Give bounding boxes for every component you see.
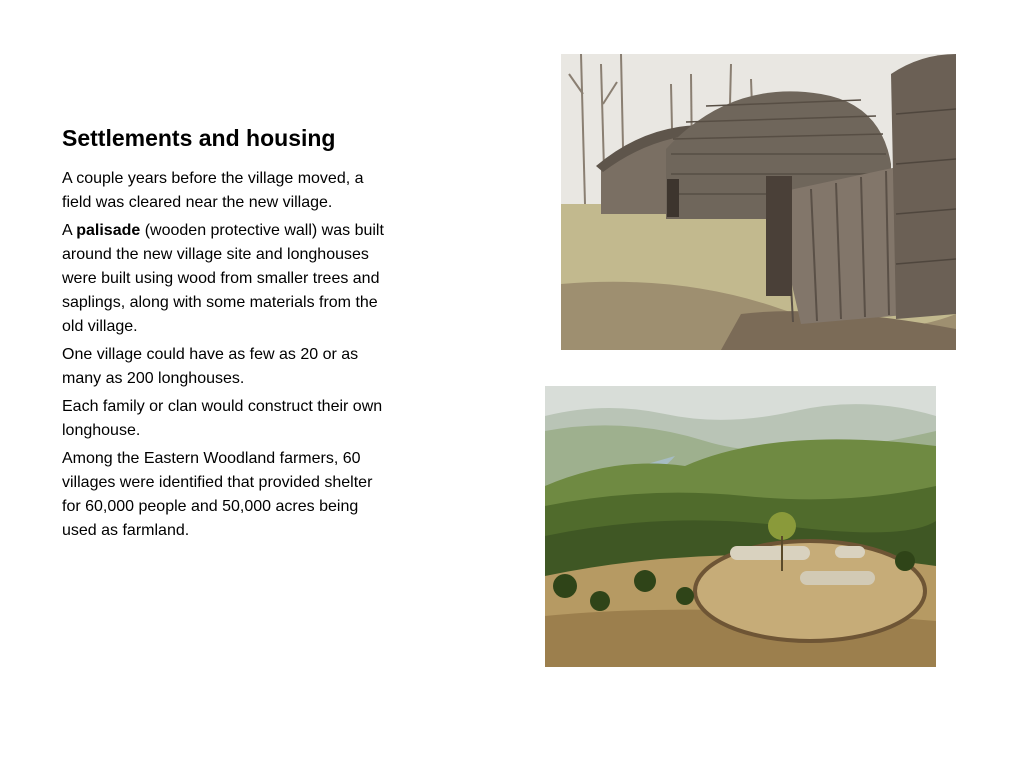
longhouses-illustration xyxy=(561,54,956,350)
paragraph-longhouse-count: One village could have as few as 20 or as many as 200 longhouses. xyxy=(62,346,359,387)
paragraph-palisade-suffix: (wooden protective wall) was built around the new village site and longhouses were built using wood from smaller trees and saplings, along with some materials from the old village. xyxy=(62,222,384,335)
paragraph-field-cleared: A couple years before the village moved, a field was cleared near the new village. xyxy=(62,170,364,211)
village-illustration xyxy=(545,386,936,667)
paragraph-eastern-woodland: Among the Eastern Woodland farmers, 60 villages were identified that provided shelter for 60,000 people and 50,000 acres being used as farmland. xyxy=(62,450,373,539)
paragraph-family-clan: Each family or clan would construct their own longhouse. xyxy=(62,398,383,439)
slide-title: Settlements and housing xyxy=(62,125,336,151)
paragraph-palisade-prefix: A xyxy=(62,222,77,239)
paragraph-palisade xyxy=(62,219,384,339)
slide-body xyxy=(62,167,384,547)
palisade-village-painting xyxy=(545,386,936,667)
palisade-term: palisade xyxy=(76,222,141,239)
longhouses-photo xyxy=(561,54,956,350)
